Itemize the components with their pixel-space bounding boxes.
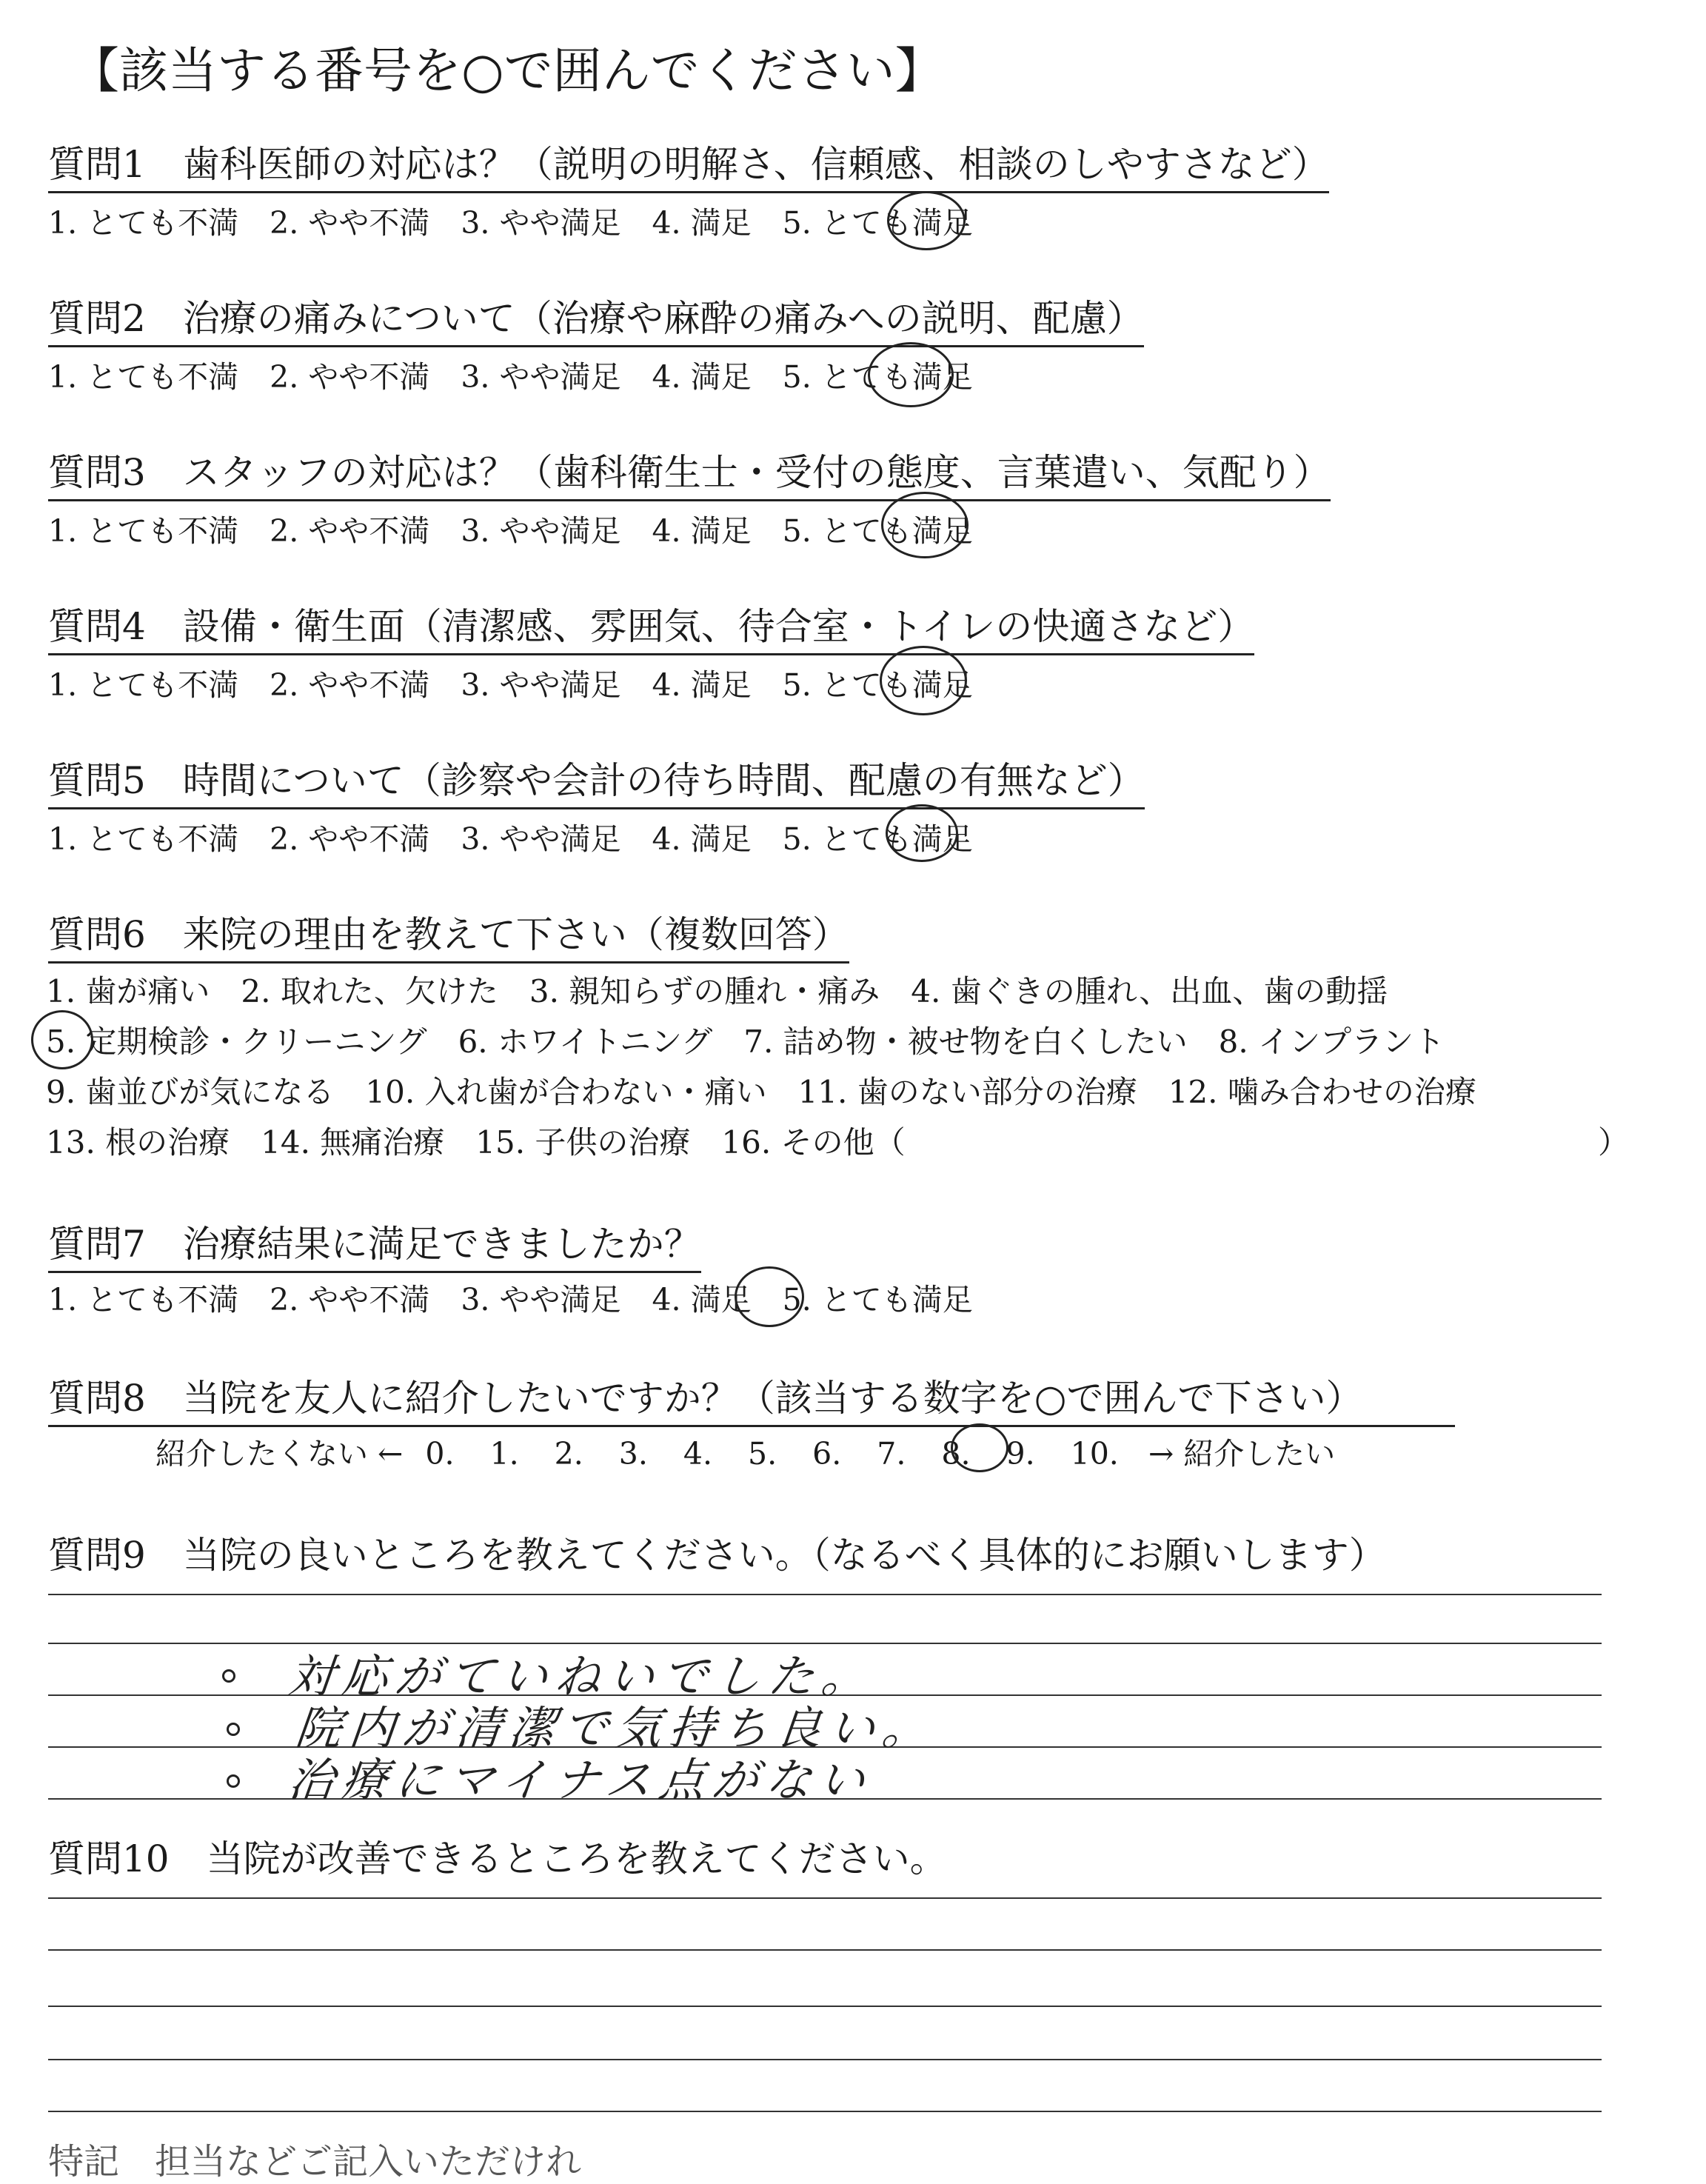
- q1-option-2[interactable]: 2. やや不満: [270, 205, 430, 241]
- q5-option-2[interactable]: 2. やや不満: [270, 821, 430, 857]
- q3-options: [48, 507, 1004, 550]
- q6-reasons-line-4: 13. 根の治療 14. 無痛治療 15. 子供の治療 16. その他（: [46, 1124, 906, 1161]
- q2-option-3[interactable]: 3. やや満足: [461, 359, 621, 395]
- q8-scale-8[interactable]: 8.: [941, 1436, 971, 1472]
- q7-option-1[interactable]: 1. とても不満: [48, 1282, 239, 1318]
- q3-option-1[interactable]: 1. とても不満: [48, 513, 239, 549]
- q4-options: [48, 661, 1004, 704]
- q8-scale-2[interactable]: 2.: [554, 1436, 583, 1472]
- q6-reasons-line-2: 5. 定期検診・クリーニング 6. ホワイトニング 7. 詰め物・被せ物を白くしたい 8. インプラント: [46, 1023, 1445, 1060]
- q7-option-4[interactable]: 4. 満足: [652, 1282, 752, 1318]
- q10-answer-line: [48, 1949, 1602, 1951]
- q4-title: 質問4 設備・衛生面（清潔感、雰囲気、待合室・トイレの快適さなど）: [48, 597, 1254, 655]
- q8-scale-right-label: → 紹介したい: [1148, 1436, 1336, 1472]
- q8-scale-0[interactable]: 0.: [425, 1436, 455, 1472]
- q9-handwritten-answer-2: 院内が清潔で気持ち良い。: [292, 1701, 939, 1755]
- q3-selection-circle: [881, 492, 969, 558]
- q10-answer-line: [48, 1897, 1602, 1899]
- q2-title: 質問2 治療の痛みについて（治療や麻酔の痛みへの説明、配慮）: [48, 289, 1144, 347]
- q5-option-3[interactable]: 3. やや満足: [461, 821, 621, 857]
- q7-option-5[interactable]: 5. とても満足: [782, 1282, 973, 1318]
- footer-cut-text: 特記 担当などご記入いただけれ: [48, 2141, 582, 2183]
- q10-answer-line: [48, 2006, 1602, 2007]
- q5-selection-circle: [886, 804, 958, 862]
- q6-other-close-paren: ）: [1598, 1124, 1630, 1161]
- q5-option-1[interactable]: 1. とても不満: [48, 821, 239, 857]
- q5-options: [48, 815, 1004, 858]
- q8-scale-4[interactable]: 4.: [683, 1436, 713, 1472]
- q8-scale: [155, 1429, 1335, 1473]
- q8-selection-circle: [951, 1423, 1008, 1472]
- q2-selection-circle: [868, 342, 954, 407]
- q8-scale-6[interactable]: 6.: [812, 1436, 842, 1472]
- q1-title: 質問1 歯科医師の対応は？（説明の明解さ、信頼感、相談のしやすさなど）: [48, 135, 1329, 193]
- q9-bullet-2: [227, 1723, 240, 1736]
- q2-option-5[interactable]: 5. とても満足: [782, 359, 973, 395]
- q4-option-2[interactable]: 2. やや不満: [270, 667, 430, 703]
- q8-title: 質問8 当院を友人に紹介したいですか？（該当する数字を○で囲んで下さい）: [48, 1369, 1455, 1427]
- q2-option-1[interactable]: 1. とても不満: [48, 359, 239, 395]
- q7-options: [48, 1275, 1004, 1319]
- q10-answer-line: [48, 2111, 1602, 2112]
- q3-option-2[interactable]: 2. やや不満: [270, 513, 430, 549]
- q9-title: 質問9 当院の良いところを教えてください。（なるべく具体的にお願いします）: [48, 1534, 1386, 1577]
- q8-scale-7[interactable]: 7.: [877, 1436, 906, 1472]
- q9-handwritten-answer-1: 対応がていねいでした。: [285, 1649, 878, 1703]
- q10-answer-line: [48, 2059, 1602, 2060]
- q3-option-5[interactable]: 5. とても満足: [782, 513, 973, 549]
- q8-scale-left-label: 紹介したくない ←: [155, 1436, 404, 1472]
- q2-options: [48, 353, 1004, 396]
- q5-option-5[interactable]: 5. とても満足: [782, 821, 973, 857]
- q6-reasons-line-1: 1. 歯が痛い 2. 取れた、欠けた 3. 親知らずの腫れ・痛み 4. 歯ぐきの腫れ、出血、歯の動揺: [46, 973, 1388, 1009]
- q1-selection-circle: [887, 191, 966, 250]
- q7-selection-circle: [735, 1266, 804, 1327]
- q8-scale-10[interactable]: 10.: [1070, 1436, 1119, 1472]
- q9-handwritten-answer-3: 治療にマイナス点がない: [285, 1753, 875, 1807]
- q2-option-4[interactable]: 4. 満足: [652, 359, 752, 395]
- q7-option-2[interactable]: 2. やや不満: [270, 1282, 430, 1318]
- q5-option-4[interactable]: 4. 満足: [652, 821, 752, 857]
- q6-selection-circle: [31, 1010, 93, 1069]
- q1-option-1[interactable]: 1. とても不満: [48, 205, 239, 241]
- q3-option-3[interactable]: 3. やや満足: [461, 513, 621, 549]
- q1-option-4[interactable]: 4. 満足: [652, 205, 752, 241]
- q4-option-3[interactable]: 3. やや満足: [461, 667, 621, 703]
- q3-title: 質問3 スタッフの対応は？（歯科衛生士・受付の態度、言葉遣い、気配り）: [48, 443, 1331, 501]
- q4-selection-circle: [880, 646, 967, 715]
- instruction-heading: 【該当する番号を○で囲んでください】: [70, 42, 944, 99]
- q2-option-2[interactable]: 2. やや不満: [270, 359, 430, 395]
- q8-scale-9[interactable]: 9.: [1006, 1436, 1035, 1472]
- q8-scale-3[interactable]: 3.: [618, 1436, 648, 1472]
- q4-option-1[interactable]: 1. とても不満: [48, 667, 239, 703]
- q8-scale-1[interactable]: 1.: [489, 1436, 519, 1472]
- q10-title: 質問10 当院が改善できるところを教えてください。: [48, 1837, 947, 1880]
- q1-options: [48, 198, 1004, 242]
- q8-scale-5[interactable]: 5.: [748, 1436, 777, 1472]
- q9-answer-line: [48, 1594, 1602, 1595]
- q4-option-5[interactable]: 5. とても満足: [782, 667, 973, 703]
- q9-bullet-3: [227, 1774, 240, 1788]
- q6-title: 質問6 来院の理由を教えて下さい（複数回答）: [48, 905, 849, 964]
- q3-option-4[interactable]: 4. 満足: [652, 513, 752, 549]
- q9-bullet-1: [222, 1669, 235, 1683]
- q6-reasons-line-3: 9. 歯並びが気になる 10. 入れ歯が合わない・痛い 11. 歯のない部分の治療 12. 噛み合わせの治療: [46, 1074, 1476, 1110]
- q7-option-3[interactable]: 3. やや満足: [461, 1282, 621, 1318]
- q1-option-5[interactable]: 5. とても満足: [782, 205, 973, 241]
- q7-title: 質問7 治療結果に満足できましたか？: [48, 1215, 701, 1273]
- q5-title: 質問5 時間について（診察や会計の待ち時間、配慮の有無など）: [48, 751, 1145, 809]
- q1-option-3[interactable]: 3. やや満足: [461, 205, 621, 241]
- q4-option-4[interactable]: 4. 満足: [652, 667, 752, 703]
